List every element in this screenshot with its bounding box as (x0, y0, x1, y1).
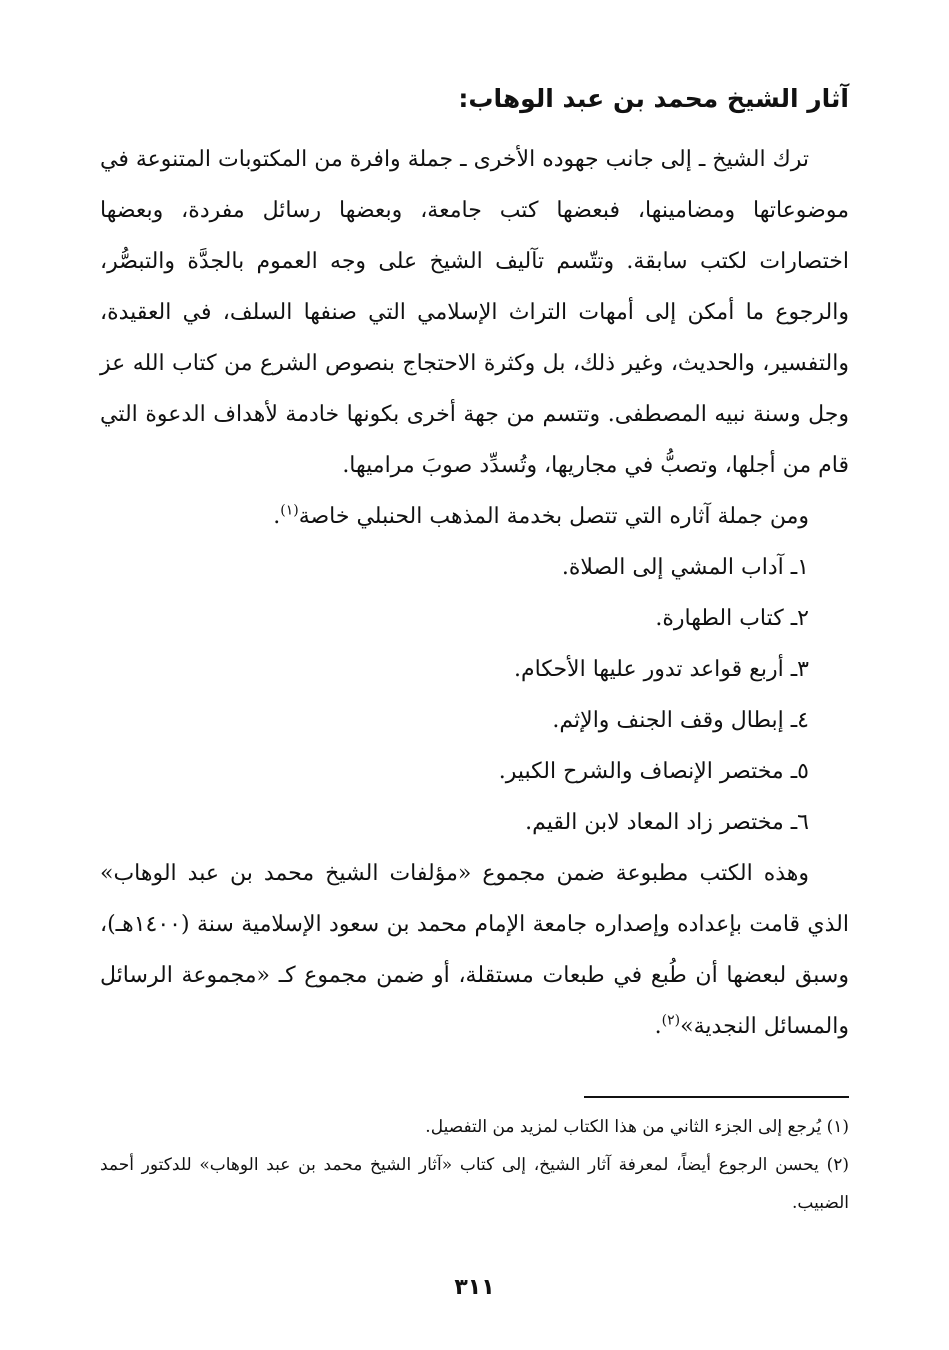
paragraph-publication (100, 848, 849, 1052)
list-item: ٥ـ مختصر الإنصاف والشرح الكبير. (498, 759, 809, 784)
list-item: ٢ـ كتاب الطهارة. (655, 606, 809, 631)
paragraph-publication-text: وهذه الكتب مطبوعة ضمن مجموع «مؤلفات الشيخ محمد بن عبد الوهاب» الذي قامت بإعداده وإصداره جامعة الإمام محمد بن سعود الإسلامية سنة (١٤٠٠هـ)، وسبق لبعضها أن طُبع في طبعات مستقلة، أو ضمن مجموع كـ «مجموعة الرسائل والمسائل النجدية» (100, 861, 849, 1039)
works-list (100, 542, 849, 848)
list-item: ٣ـ أربع قواعد تدور عليها الأحكام. (513, 657, 809, 682)
page-number: ٣١١ (454, 1275, 495, 1300)
paragraph-publication-end: . (654, 1014, 662, 1039)
footnote-2: (٢) يحسن الرجوع أيضاً، لمعرفة آثار الشيخ، إلى كتاب «آثار الشيخ محمد بن عبد الوهاب» للدكتور أحمد الضبيب. (100, 1155, 849, 1213)
paragraph-list-intro-end: . (273, 504, 281, 529)
list-item: ١ـ آداب المشي إلى الصلاة. (561, 555, 809, 580)
list-item: ٦ـ مختصر زاد المعاد لابن القيم. (525, 810, 809, 835)
footnote-ref-2: (٢) (661, 1012, 681, 1029)
section-heading: آثار الشيخ محمد بن عبد الوهاب: (458, 84, 849, 113)
footnote-divider (584, 1096, 849, 1098)
footnote-ref-1: (١) (280, 502, 299, 519)
list-item: ٤ـ إبطال وقف الجنف والإثم. (552, 708, 809, 733)
paragraph-list-intro-text: ومن جملة آثاره التي تتصل بخدمة المذهب الحنبلي خاصة (298, 504, 809, 529)
footnote-1: (١) يُرجع إلى الجزء الثاني من هذا الكتاب لمزيد من التفصيل. (425, 1117, 849, 1137)
paragraph-list-intro (100, 491, 849, 542)
document-page (100, 70, 849, 1290)
paragraph-intro: ترك الشيخ ـ إلى جانب جهوده الأخرى ـ جملة وافرة من المكتوبات المتنوعة في موضوعاتها ومضامينها، فبعضها كتب جامعة، وبعضها رسائل مفردة، وبعضها اختصارات لكتب سابقة. وتتّسم تآليف الشيخ على وجه العموم بالجدَّة والتبصُّر، والرجوع ما أمكن إلى أمهات التراث الإسلامي التي صنفها السلف، في العقيدة، والتفسير، والحديث، وغير ذلك، بل وكثرة الاحتجاج بنصوص الشرع من كتاب الله عز وجل وسنة نبيه المصطفى. وتتسم من جهة أخرى بكونها خادمة لأهداف الدعوة التي قام من أجلها، وتصبُّ في مجاريها، وتُسدِّد صوبَ مراميها. (100, 147, 849, 478)
